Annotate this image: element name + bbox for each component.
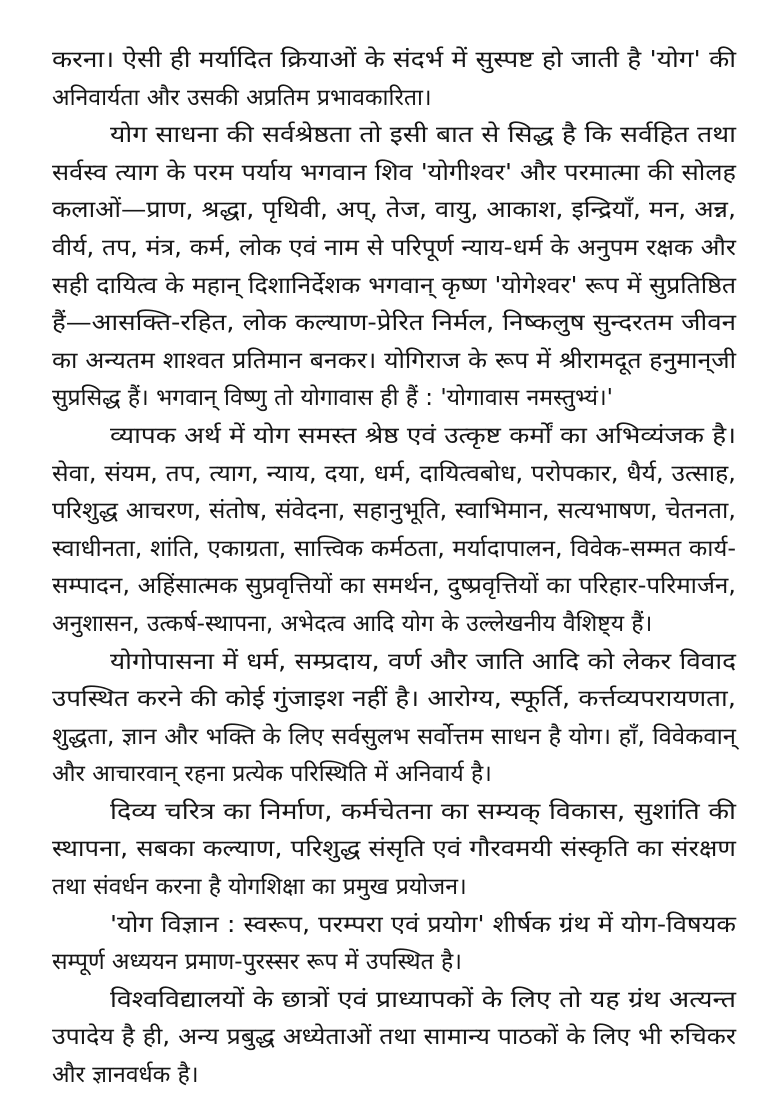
text-line [52,1057,736,1095]
text-line-content: और आचारवान् रहना प्रत्येक परिस्थिति में अनिवार्य है। [52,761,492,788]
text-line [52,343,736,381]
text-line-content: सम्पूर्ण अध्ययन प्रमाण-पुरस्सर रूप में उपस्थित है। [52,949,462,976]
text-line-content: सही दायित्व के महान् दिशानिर्देशक भगवान् कृष्ण 'योगेश्वर' रूप में सुप्रतिष्ठित [52,272,736,299]
paragraph [52,644,736,794]
text-line-content: कलाओं—प्राण, श्रद्धा, पृथिवी, अप्, तेज, वायु, आकाश, इन्द्रियाँ, मन, अन्न, [52,197,736,224]
text-line [52,907,736,945]
text-line [52,418,736,456]
text-line-content: अनिवार्यता और उसकी अप्रतिम प्रभावकारिता। [52,84,432,111]
paragraph [52,907,736,982]
text-line [52,794,736,832]
text-line [52,380,736,418]
text-line [52,268,736,306]
paragraph [52,117,736,418]
text-line-content: अनुशासन, उत्कर्ष-स्थापना, अभेदत्व आदि योग के उल्लेखनीय वैशिष्ट्य हैं। [52,610,653,637]
text-line-content: उपस्थित करने की कोई गुंजाइश नहीं है। आरोग्य, स्फूर्ति, कर्त्तव्यपरायणता, [52,686,736,713]
paragraph [52,794,736,907]
text-line [52,568,736,606]
paragraph [52,418,736,644]
text-line-content: हैं—आसक्ति-रहित, लोक कल्याण-प्रेरित निर्मल, निष्कलुष सुन्दरतम जीवन [52,310,736,337]
text-line-content: शुद्धता, ज्ञान और भक्ति के लिए सर्वसुलभ सर्वोत्तम साधन है योग। हाँ, विवेकवान् [52,723,736,750]
text-line [52,756,736,794]
text-line [52,531,736,569]
text-line [52,944,736,982]
text-line-content: स्थापना, सबका कल्याण, परिशुद्ध संसृति एवं गौरवमयी संस्कृति का संरक्षण [52,836,736,863]
paragraph [52,982,736,1095]
text-line-content: और ज्ञानवर्धक है। [52,1062,199,1089]
text-line-content: व्यापक अर्थ में योग समस्त श्रेष्ठ एवं उत्कृष्ट कर्मों का अभिव्यंजक है। [110,422,736,449]
text-line-content: का अन्यतम शाश्वत प्रतिमान बनकर। योगिराज के रूप में श्रीरामदूत हनुमान्‌जी [52,347,736,374]
text-line-content: सर्वस्व त्याग के परम पर्याय भगवान शिव 'योगीश्वर' और परमात्मा की सोलह [52,159,736,186]
text-line [52,493,736,531]
document-page [52,42,736,1095]
text-line [52,192,736,230]
text-line [52,644,736,682]
text-line [52,1019,736,1057]
text-line [52,42,736,80]
text-line-content: सेवा, संयम, तप, त्याग, न्याय, दया, धर्म, दायित्वबोध, परोपकार, धैर्य, उत्साह, [52,460,736,487]
text-line-content: स्वाधीनता, शांति, एकाग्रता, सात्त्विक कर्मठता, मर्यादापालन, विवेक-सम्मत कार्य- [52,535,736,562]
text-line-content: 'योग विज्ञान : स्वरूप, परम्परा एवं प्रयोग' शीर्षक ग्रंथ में योग-विषयक [110,911,736,938]
text-line [52,230,736,268]
text-line-content: सुप्रसिद्ध हैं। भगवान् विष्णु तो योगावास ही हैं : 'योगावास नमस्तुभ्यं।' [52,385,614,412]
paragraph [52,42,736,117]
text-line-content: दिव्य चरित्र का निर्माण, कर्मचेतना का सम्यक् विकास, सुशांति की [110,798,736,825]
text-line [52,719,736,757]
text-line-content: योगोपासना में धर्म, सम्प्रदाय, वर्ण और जाति आदि को लेकर विवाद [110,648,736,675]
text-line-content: वीर्य, तप, मंत्र, कर्म, लोक एवं नाम से परिपूर्ण न्याय-धर्म के अनुपम रक्षक और [52,234,736,261]
text-line [52,155,736,193]
text-line-content: योग साधना की सर्वश्रेष्ठता तो इसी बात से सिद्ध है कि सर्वहित तथा [110,122,736,149]
text-line [52,305,736,343]
text-line [52,456,736,494]
text-line [52,681,736,719]
text-line-content: विश्वविद्यालयों के छात्रों एवं प्राध्यापकों के लिए तो यह ग्रंथ अत्यन्त [110,986,736,1013]
text-line [52,831,736,869]
text-line [52,606,736,644]
text-line [52,869,736,907]
text-line [52,982,736,1020]
text-line [52,117,736,155]
text-line-content: तथा संवर्धन करना है योगशिक्षा का प्रमुख प्रयोजन। [52,874,467,901]
text-line-content: करना। ऐसी ही मर्यादित क्रियाओं के संदर्भ में सुस्पष्ट हो जाती है 'योग' की [52,47,736,73]
text-line [52,80,736,118]
text-line-content: सम्पादन, अहिंसात्मक सुप्रवृत्तियों का समर्थन, दुष्प्रवृत्तियों का परिहार-परिमार्जन, [52,573,736,600]
text-line-content: परिशुद्ध आचरण, संतोष, संवेदना, सहानुभूति, स्वाभिमान, सत्यभाषण, चेतनता, [52,498,736,525]
text-line-content: उपादेय है ही, अन्य प्रबुद्ध अध्येताओं तथा सामान्य पाठकों के लिए भी रुचिकर [52,1024,736,1051]
